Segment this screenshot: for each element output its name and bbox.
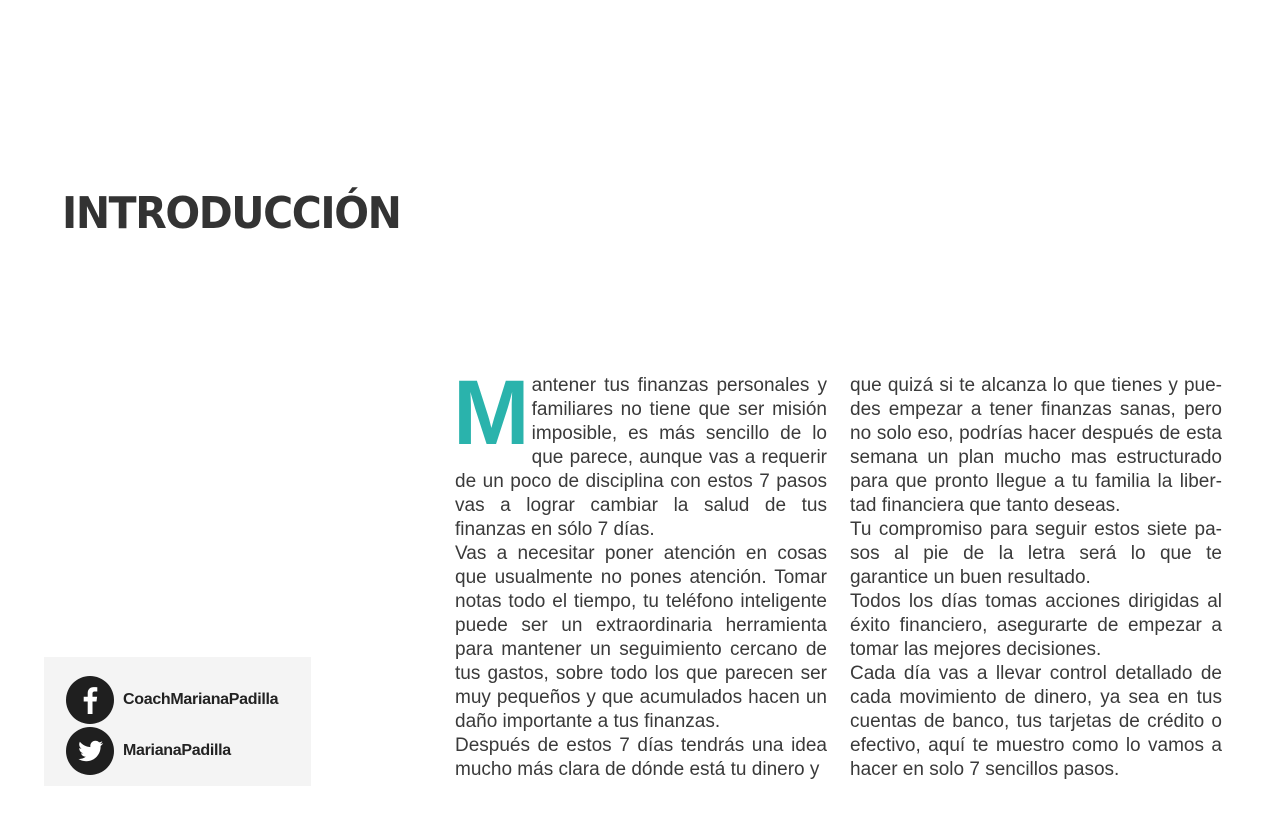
drop-cap: M — [453, 362, 526, 464]
paragraph: Vas a necesitar poner atención en cosas que usualmente no pones atención. Tomar notas todo el tiempo, tu teléfono inteligente puede ser un extraordinaria herramienta para mantener un seguimiento cercano de tus gastos, sobre todo los que parecen ser muy pequeños y que acumulados hacen un daño importante a tus finanzas. — [455, 543, 827, 732]
paragraph: antener tus finanzas personales y familiares no tiene que ser misión imposible, es más sencillo de lo que parece, aunque vas a requerir de un poco de disciplina con estos 7 pasos vas a lograr cambiar la salud de tus finanzas en sólo 7 días. — [455, 375, 827, 540]
paragraph: Todos los días tomas acciones dirigidas al éxito financiero, asegurarte de empezar a tomar las mejores decisiones. — [850, 591, 1222, 660]
paragraph: Tu compromiso para seguir estos siete pasos al pie de la letra será lo que te garantice un buen resultado. — [850, 519, 1222, 588]
twitter-icon — [66, 727, 114, 775]
facebook-link[interactable] — [66, 676, 278, 724]
facebook-icon — [66, 676, 114, 724]
text-column-left — [453, 362, 827, 782]
social-links-box — [44, 657, 311, 786]
twitter-link[interactable] — [66, 727, 231, 775]
paragraph: Cada día vas a llevar control detallado de cada movimiento de dinero, ya sea en tus cuentas de banco, tus tarjetas de crédito o efectivo, aquí te muestro como lo vamos a hacer en solo 7 sencillos pasos. — [850, 663, 1222, 780]
twitter-handle: MarianaPadilla — [123, 742, 231, 759]
paragraph: Después de estos 7 días tendrás una idea mucho más clara de dónde está tu dinero y — [455, 735, 827, 780]
facebook-handle: CoachMarianaPadilla — [123, 691, 279, 708]
text-column-right — [850, 374, 1222, 782]
page-title: INTRODUCCIÓN — [62, 188, 401, 239]
paragraph: que quizá si te alcanza lo que tienes y puedes empezar a tener finanzas sanas, pero no solo eso, podrías hacer después de esta semana un plan mucho mas estructurado para que pronto llegue a tu familia la libertad financiera que tanto deseas. — [850, 375, 1222, 516]
